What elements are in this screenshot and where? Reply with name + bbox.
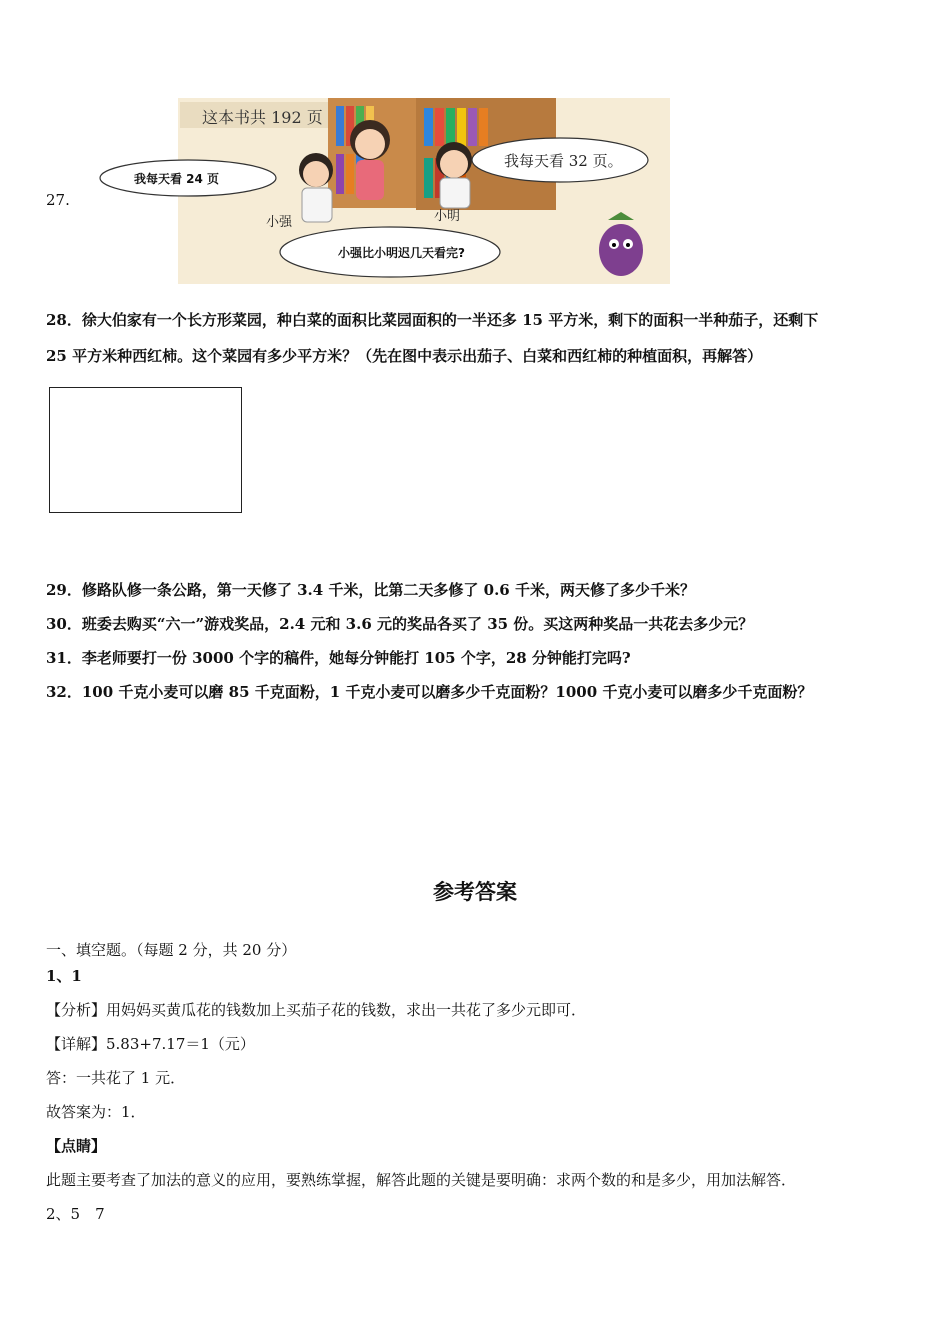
girl-face <box>355 129 385 159</box>
answer-2-label: 2、5 7 <box>46 1205 105 1223</box>
girl-body <box>356 160 384 200</box>
answer-1-comment: 此题主要考查了加法的意义的应用，要熟练掌握，解答此题的关键是要明确：求两个数的和是多少，用加法解答． <box>46 1171 797 1189</box>
boy-right-face <box>440 150 468 178</box>
answer-1-comment-label: 【点睛】 <box>46 1137 107 1155</box>
q32: 32．100 千克小麦可以磨 85 千克面粉，1 千克小麦可以磨多少千克面粉？1000 千克小麦可以磨多少千克面粉？ <box>46 683 813 701</box>
q28-drawing-rectangle <box>49 387 242 513</box>
answer-1-detail: 【详解】5.83+7.17＝1（元） <box>46 1035 255 1053</box>
q30: 30．班委去购买“六一”游戏奖品，2.4 元和 3.6 元的奖品各买了 35 份。买这两种奖品一共花去多少元？ <box>46 615 754 633</box>
boy-right-body <box>440 178 470 208</box>
bubble-right-text: 我每天看 32 页。 <box>504 152 623 170</box>
q31: 31．李老师要打一份 3000 个字的稿件，她每分钟能打 105 个字，28 分钟能打完吗? <box>46 649 631 667</box>
answers-section: 一、填空题。（每题 2 分，共 20 分） <box>46 941 297 959</box>
q28-line1: 28．徐大伯家有一个长方形菜园，种白菜的面积比菜园面积的一半还多 15 平方米，剩下的面积一半种茄子，还剩下 <box>46 311 819 329</box>
q29: 29．修路队修一条公路，第一天修了 3.4 千米，比第二天多修了 0.6 千米，两天修了多少千米？ <box>46 581 695 599</box>
q27-number: 27. <box>46 191 70 209</box>
q28-line2: 25 平方米种西红柿。这个菜园有多少平方米？（先在图中表示出茄子、白菜和西红柿的种植面积，再解答） <box>46 347 763 365</box>
boy-left-body <box>302 188 332 222</box>
answers-title: 参考答案 <box>433 880 517 904</box>
answer-1-final: 故答案为：1． <box>46 1103 146 1121</box>
bubble-left-text: 我每天看 24 页 <box>134 172 220 186</box>
boy-left-face <box>303 161 329 187</box>
name-right: 小明 <box>434 209 461 224</box>
book-text: 这本书共 192 页 <box>202 108 323 127</box>
answer-1-label: 1、1 <box>46 967 82 985</box>
bubble-question-text: 小强比小明迟几天看完? <box>338 246 465 260</box>
eggplant-mascot <box>599 224 643 276</box>
name-left: 小强 <box>266 215 293 230</box>
answer-1-analysis: 【分析】用妈妈买黄瓜花的钱数加上买茄子花的钱数，求出一共花了多少元即可． <box>46 1001 587 1019</box>
q27-illustration <box>98 98 670 284</box>
answer-1-answer: 答：一共花了 1 元． <box>46 1069 186 1087</box>
